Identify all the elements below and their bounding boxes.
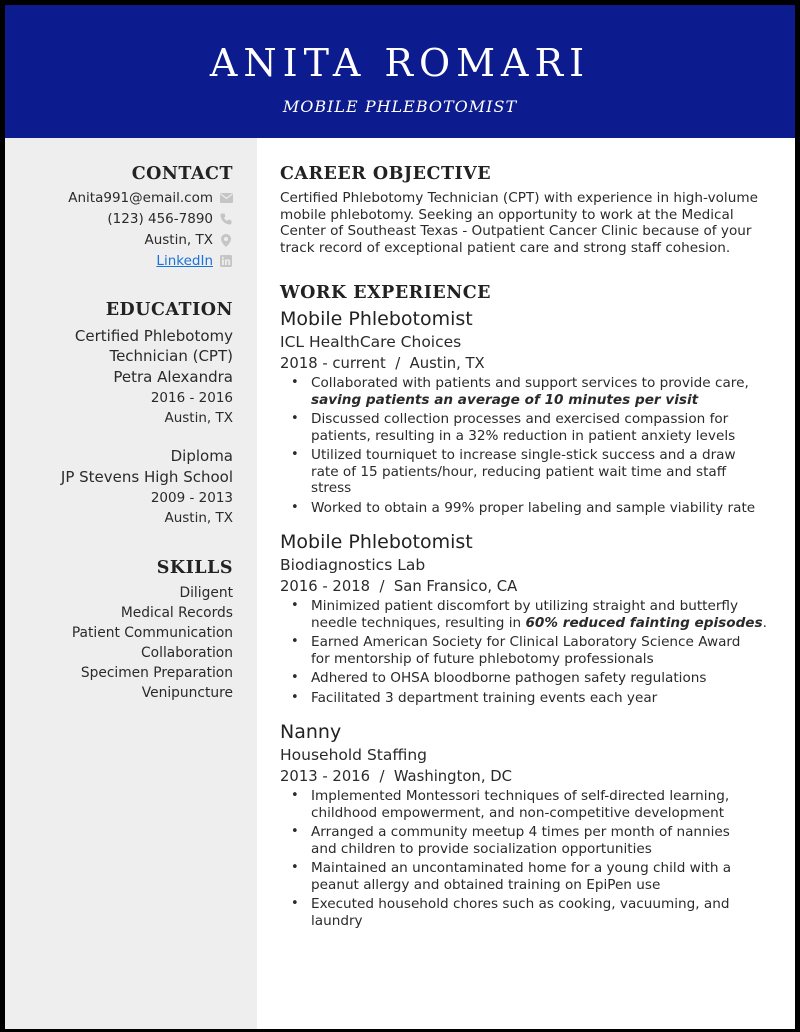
- education-entry: [3, 446, 233, 528]
- job-bullet: • Adhered to OHSA bloodborne pathogen safety regulations: [280, 670, 780, 687]
- job-bullet: • Implemented Montessori techniques of self-directed learning, childhood empowerment, and non-competitive development: [280, 788, 780, 821]
- education-years: 2009 - 2013: [150, 490, 233, 506]
- job-entry: [280, 530, 780, 706]
- job-entry: [280, 307, 780, 516]
- education-heading: EDUCATION: [105, 300, 233, 320]
- sidebar: [5, 138, 257, 1032]
- job-bullets: [280, 788, 780, 929]
- job-dates: 2013 - 2016 / Washington, DC: [280, 768, 512, 785]
- job-dates: 2018 - current / Austin, TX: [280, 355, 485, 372]
- education-degree: Diploma: [170, 447, 233, 465]
- skill-item: Medical Records: [120, 605, 233, 621]
- job-bullet: • Executed household chores such as cooking, vacuuming, and laundry: [280, 896, 780, 929]
- job-bullet: • Earned American Society for Clinical Laboratory Science Award for mentorship of future phlebotomy professionals: [280, 634, 780, 667]
- contact-heading: CONTACT: [131, 164, 233, 184]
- contact-location-row: [3, 230, 233, 251]
- candidate-name: ANITA ROMARI: [209, 41, 591, 85]
- education-location: Austin, TX: [164, 510, 233, 526]
- job-company: Biodiagnostics Lab: [280, 556, 426, 574]
- envelope-icon: [219, 192, 233, 206]
- job-company: ICL HealthCare Choices: [280, 333, 462, 351]
- education-school: Petra Alexandra: [113, 368, 233, 386]
- education-school: JP Stevens High School: [60, 468, 233, 486]
- objective-line: track record of exceptional patient care and strong staff cohesion.: [280, 239, 731, 256]
- skill-item: Diligent: [179, 585, 233, 601]
- contact-email[interactable]: Anita991@email.com: [68, 190, 213, 206]
- job-title: Mobile Phlebotomist: [280, 531, 473, 553]
- job-bullet: • Discussed collection processes and exercised compassion for patients, resulting in a 32% reduction in patient anxiety levels: [280, 411, 780, 444]
- job-company: Household Staffing: [280, 746, 428, 764]
- education-degree: Certified Phlebotomy: [74, 327, 233, 345]
- education-degree-cont: Technician (CPT): [109, 347, 233, 365]
- contact-section: [3, 188, 233, 272]
- education-location: Austin, TX: [164, 410, 233, 426]
- skill-item: Collaboration: [141, 645, 233, 661]
- linkedin-link[interactable]: LinkedIn: [156, 253, 213, 269]
- objective-line: mobile phlebotomy. Seeking an opportunity to work at the Medical: [280, 206, 734, 223]
- job-title: Mobile Phlebotomist: [280, 308, 473, 330]
- skills-list: [3, 583, 233, 703]
- job-bullet: • Facilitated 3 department training events each year: [280, 690, 780, 707]
- education-years: 2016 - 2016: [150, 390, 233, 406]
- job-bullet: • Worked to obtain a 99% proper labeling and sample viability rate: [280, 500, 780, 517]
- skills-heading: SKILLS: [156, 558, 233, 578]
- contact-phone[interactable]: (123) 456-7890: [107, 211, 213, 227]
- objective-heading: CAREER OBJECTIVE: [280, 164, 492, 184]
- phone-icon: [219, 213, 233, 227]
- objective-text: [280, 190, 780, 256]
- main-column: [280, 138, 780, 932]
- experience-heading: WORK EXPERIENCE: [280, 283, 491, 303]
- job-bullet: • Arranged a community meetup 4 times per month of nannies and children to provide socialization opportunities: [280, 824, 780, 857]
- job-bullet: • Minimized patient discomfort by utilizing straight and butterfly needle techniques, resulting in 60% reduced fainting episodes.: [280, 598, 780, 631]
- map-pin-icon: [219, 234, 233, 248]
- contact-email-row: [3, 188, 233, 209]
- contact-phone-row: [3, 209, 233, 230]
- job-bullet: • Collaborated with patients and support services to provide care, saving patients an average of 10 minutes per visit: [280, 375, 780, 408]
- objective-line: Certified Phlebotomy Technician (CPT) with experience in high-volume: [280, 190, 758, 206]
- resume-header: [5, 5, 795, 138]
- job-entry: [280, 720, 780, 929]
- skill-item: Specimen Preparation: [80, 665, 233, 681]
- education-entry: [3, 326, 233, 428]
- skill-item: Patient Communication: [71, 625, 233, 641]
- contact-location: Austin, TX: [144, 232, 213, 248]
- linkedin-icon: [219, 255, 233, 269]
- job-title: Nanny: [280, 721, 342, 743]
- job-bullets: [280, 375, 780, 516]
- candidate-title: MOBILE PHLEBOTOMIST: [282, 97, 518, 116]
- job-bullet: • Utilized tourniquet to increase single-stick success and a draw rate of 15 patients/hour, reducing patient wait time and staff stress: [280, 447, 780, 497]
- contact-linkedin-row: [3, 251, 233, 272]
- objective-line: Center of Southeast Texas - Outpatient Cancer Clinic because of your: [280, 223, 752, 239]
- skill-item: Venipuncture: [141, 685, 233, 701]
- job-bullet: • Maintained an uncontaminated home for a young child with a peanut allergy and obtained training on EpiPen use: [280, 860, 780, 893]
- job-bullets: [280, 598, 780, 706]
- job-dates: 2016 - 2018 / San Fransico, CA: [280, 578, 518, 595]
